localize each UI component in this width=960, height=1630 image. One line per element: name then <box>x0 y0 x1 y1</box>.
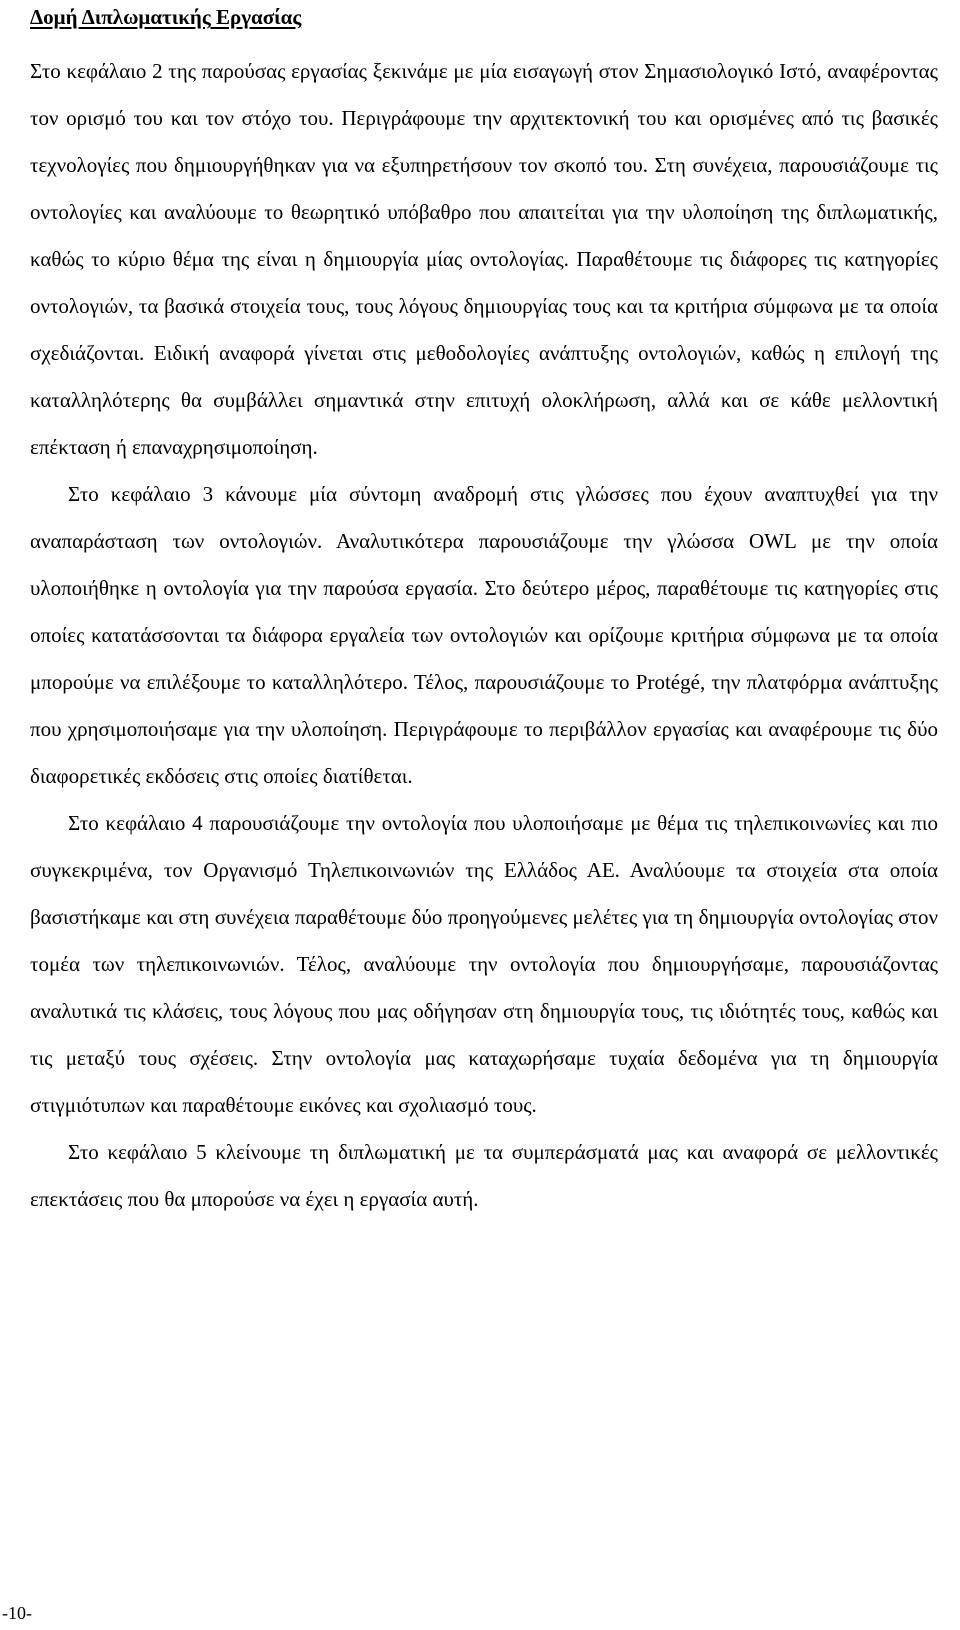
document-page <box>30 0 938 1223</box>
paragraph-chapter-3: Στο κεφάλαιο 3 κάνουμε μία σύντομη αναδρομή στις γλώσσες που έχουν αναπτυχθεί για την αναπαράσταση των οντολογιών. Αναλυτικότερα παρουσιάζουμε την γλώσσα OWL με την οποία υλοποιήθηκε η οντολογία για την παρούσα εργασία. Στο δεύτερο μέρος, παραθέτουμε τις κατηγορίες στις οποίες κατατάσσονται τα διάφορα εργαλεία των οντολογιών και ορίζουμε κριτήρια σύμφωνα με τα οποία μπορούμε να επιλέξουμε το καταλληλότερο. Τέλος, παρουσιάζουμε το Protégé, την πλατφόρμα ανάπτυξης που χρησιμοποιήσαμε για την υλοποίηση. Περιγράφουμε το περιβάλλον εργασίας και αναφέρουμε τις δύο διαφορετικές εκδόσεις στις οποίες διατίθεται. <box>30 482 938 788</box>
paragraph-chapter-2: Στο κεφάλαιο 2 της παρούσας εργασίας ξεκινάμε με μία εισαγωγή στον Σημασιολογικό Ιστό, αναφέροντας τον ορισμό του και τον στόχο του. Περιγράφουμε την αρχιτεκτονική του και ορισμένες από τις βασικές τεχνολογίες που δημιουργήθηκαν για να εξυπηρετήσουν τον σκοπό του. Στη συνέχεια, παρουσιάζουμε τις οντολογίες και αναλύουμε το θεωρητικό υπόβαθρο που απαιτείται για την υλοποίηση της διπλωματικής, καθώς το κύριο θέμα της είναι η δημιουργία μίας οντολογίας. Παραθέτουμε τις διάφορες τις κατηγορίες οντολογιών, τα βασικά στοιχεία τους, τους λόγους δημιουργίας τους και τα κριτήρια σύμφωνα με τα οποία σχεδιάζονται. Ειδική αναφορά γίνεται στις μεθοδολογίες ανάπτυξης οντολογιών, καθώς η επιλογή της καταλληλότερης θα συμβάλλει σημαντικά στην επιτυχή ολοκλήρωση, αλλά και σε κάθε μελλοντική επέκταση ή επαναχρησιμοποίηση. <box>30 59 938 459</box>
paragraph-chapter-4: Στο κεφάλαιο 4 παρουσιάζουμε την οντολογία που υλοποιήσαμε με θέμα τις τηλεπικοινωνίες και πιο συγκεκριμένα, τον Οργανισμό Τηλεπικοινωνιών της Ελλάδος ΑΕ. Αναλύουμε τα στοιχεία στα οποία βασιστήκαμε και στη συνέχεια παραθέτουμε δύο προηγούμενες μελέτες για τη δημιουργία οντολογίας στον τομέα των τηλεπικοινωνιών. Τέλος, αναλύουμε την οντολογία που δημιουργήσαμε, παρουσιάζοντας αναλυτικά τις κλάσεις, τους λόγους που μας οδήγησαν στη δημιουργία τους, τις ιδιότητές τους, καθώς και τις μεταξύ τους σχέσεις. Στην οντολογία μας καταχωρήσαμε τυχαία δεδομένα για τη δημιουργία στιγμιότυπων και παραθέτουμε εικόνες και σχολιασμό τους. <box>30 811 938 1117</box>
page-number: -10- <box>2 1603 32 1623</box>
section-heading: Δομή Διπλωματικής Εργασίας <box>30 5 302 29</box>
paragraph-chapter-5: Στο κεφάλαιο 5 κλείνουμε τη διπλωματική με τα συμπεράσματά μας και αναφορά σε μελλοντικές επεκτάσεις που θα μπορούσε να έχει η εργασία αυτή. <box>30 1140 938 1211</box>
